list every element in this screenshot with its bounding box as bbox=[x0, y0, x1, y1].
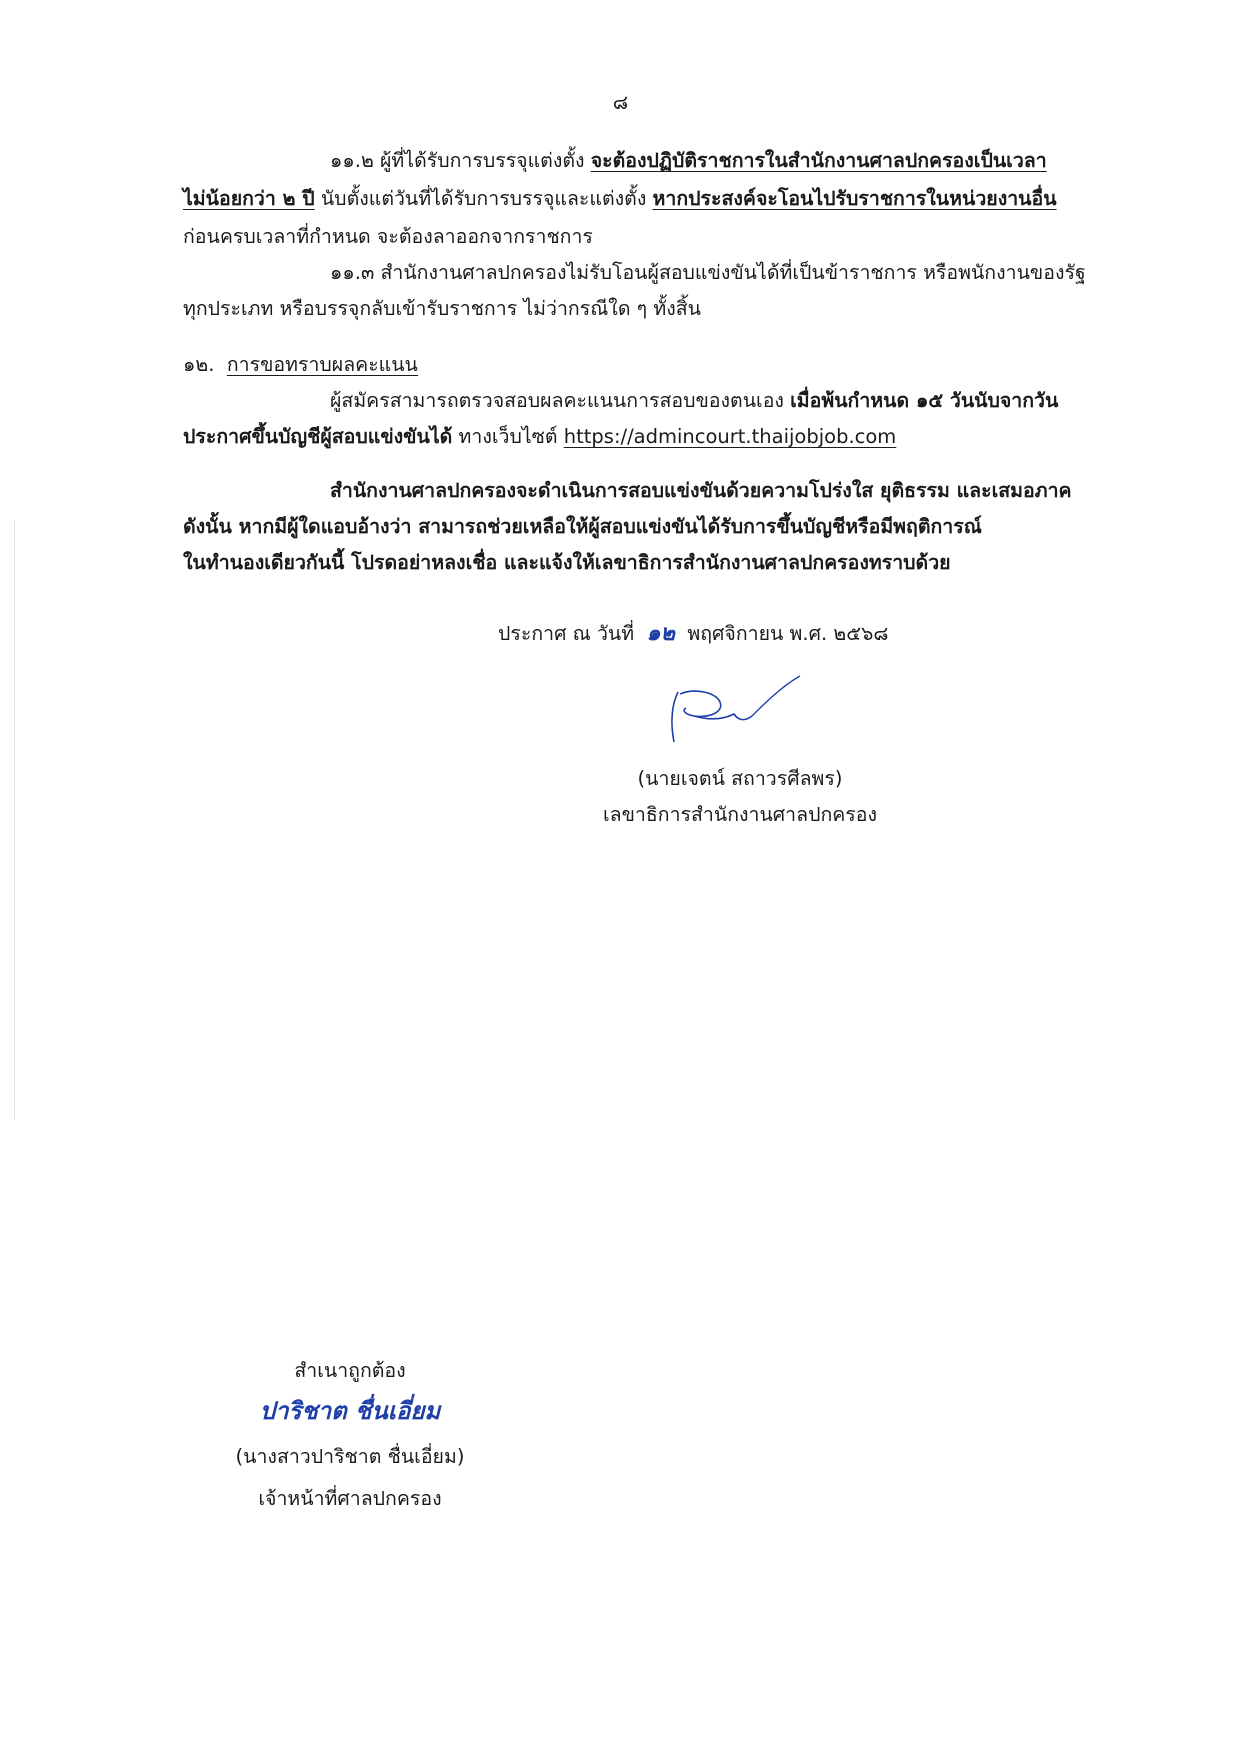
closing-line-1 bbox=[330, 476, 1072, 506]
item-12-list-announce: ประกาศขึ้นบัญชีผู้สอบแข่งขันได้ bbox=[183, 425, 453, 448]
secretary-signature bbox=[664, 670, 814, 750]
item-11-3-line-1 bbox=[330, 258, 1086, 288]
item-11-2-text-3: ก่อนครบเวลาที่กำหนด จะต้องลาออกจากราชการ bbox=[183, 225, 593, 248]
item-12-title: การขอทราบผลคะแนน bbox=[226, 353, 418, 376]
certifier-name: (นางสาวปาริชาต ชื่นเอี่ยม) bbox=[235, 1445, 465, 1468]
page-number: ๘ bbox=[612, 90, 629, 114]
closing-line-2 bbox=[183, 512, 982, 542]
signatory-name: (นายเจตน์ สถาวรศีลพร) bbox=[637, 767, 843, 790]
item-12-text-2: ทางเว็บไซต์ bbox=[452, 425, 564, 448]
closing-line-3 bbox=[183, 548, 951, 578]
item-12-text-1: ผู้สมัครสามารถตรวจสอบผลคะแนนการสอบของตนเอง bbox=[330, 389, 791, 412]
item-11-3-line-2 bbox=[183, 294, 701, 324]
closing-text-2: ดังนั้น หากมีผู้ใดแอบอ้างว่า สามารถช่วยเหลือให้ผู้สอบแข่งขันได้รับการขึ้นบัญชีหรือมีพฤติการณ์ bbox=[183, 515, 982, 538]
transfer-emphasis: หากประสงค์จะโอนไปรับราชการในหน่วยงานอื่น bbox=[652, 187, 1057, 210]
item-12-line-1 bbox=[330, 386, 1058, 416]
certifier-position: เจ้าหน้าที่ศาลปกครอง bbox=[258, 1487, 442, 1510]
certifier-handwritten-name: ปาริชาต ชื่นเอี่ยม bbox=[259, 1396, 441, 1425]
item-11-3-text-1: ๑๑.๓ สำนักงานศาลปกครองไม่รับโอนผู้สอบแข่งขันได้ที่เป็นข้าราชการ หรือพนักงานของรัฐ bbox=[330, 261, 1086, 284]
signatory-title: เลขาธิการสำนักงานศาลปกครอง bbox=[602, 803, 878, 826]
item-11-3-text-2: ทุกประเภท หรือบรรจุกลับเข้ารับราชการ ไม่ว่ากรณีใด ๆ ทั้งสิ้น bbox=[183, 297, 701, 320]
item-11-2-line-3 bbox=[183, 222, 593, 252]
item-11-2-line-2 bbox=[183, 184, 1057, 214]
scan-edge-mark bbox=[14, 520, 15, 1120]
results-website-link[interactable]: https://admincourt.thaijobjob.com bbox=[563, 425, 897, 448]
closing-text-1: สำนักงานศาลปกครองจะดำเนินการสอบแข่งขันด้วยความโปร่งใส ยุติธรรม และเสมอภาค bbox=[330, 479, 1072, 502]
item-11-2-text-2: นับตั้งแต่วันที่ได้รับการบรรจุและแต่งตั้ง bbox=[314, 187, 653, 210]
closing-text-3: ในทำนองเดียวกันนี้ โปรดอย่าหลงเชื่อ และแจ้งให้เลขาธิการสำนักงานศาลปกครองทราบด้วย bbox=[183, 551, 951, 574]
item-12-heading bbox=[183, 350, 418, 380]
certified-copy-label: สำเนาถูกต้อง bbox=[294, 1359, 406, 1382]
min-period-emphasis: ไม่น้อยกว่า ๒ ปี bbox=[183, 187, 315, 210]
item-12-line-2 bbox=[183, 422, 896, 452]
item-12-number: ๑๒. bbox=[183, 353, 215, 376]
item-11-2-line-1 bbox=[330, 146, 1047, 176]
item-11-2-text: ๑๑.๒ ผู้ที่ได้รับการบรรจุแต่งตั้ง bbox=[330, 149, 591, 172]
item-11-2-emphasis: จะต้องปฏิบัติราชการในสำนักงานศาลปกครองเป็นเวลา bbox=[590, 149, 1047, 172]
announcement-prefix: ประกาศ ณ วันที่ bbox=[498, 622, 635, 645]
announcement-day: ๑๒ bbox=[646, 620, 675, 646]
announcement-month-year: พฤศจิกายน พ.ศ. ๒๕๖๘ bbox=[687, 622, 889, 645]
announcement-date bbox=[498, 618, 888, 649]
item-12-deadline: เมื่อพ้นกำหนด ๑๕ วันนับจากวัน bbox=[790, 389, 1059, 412]
